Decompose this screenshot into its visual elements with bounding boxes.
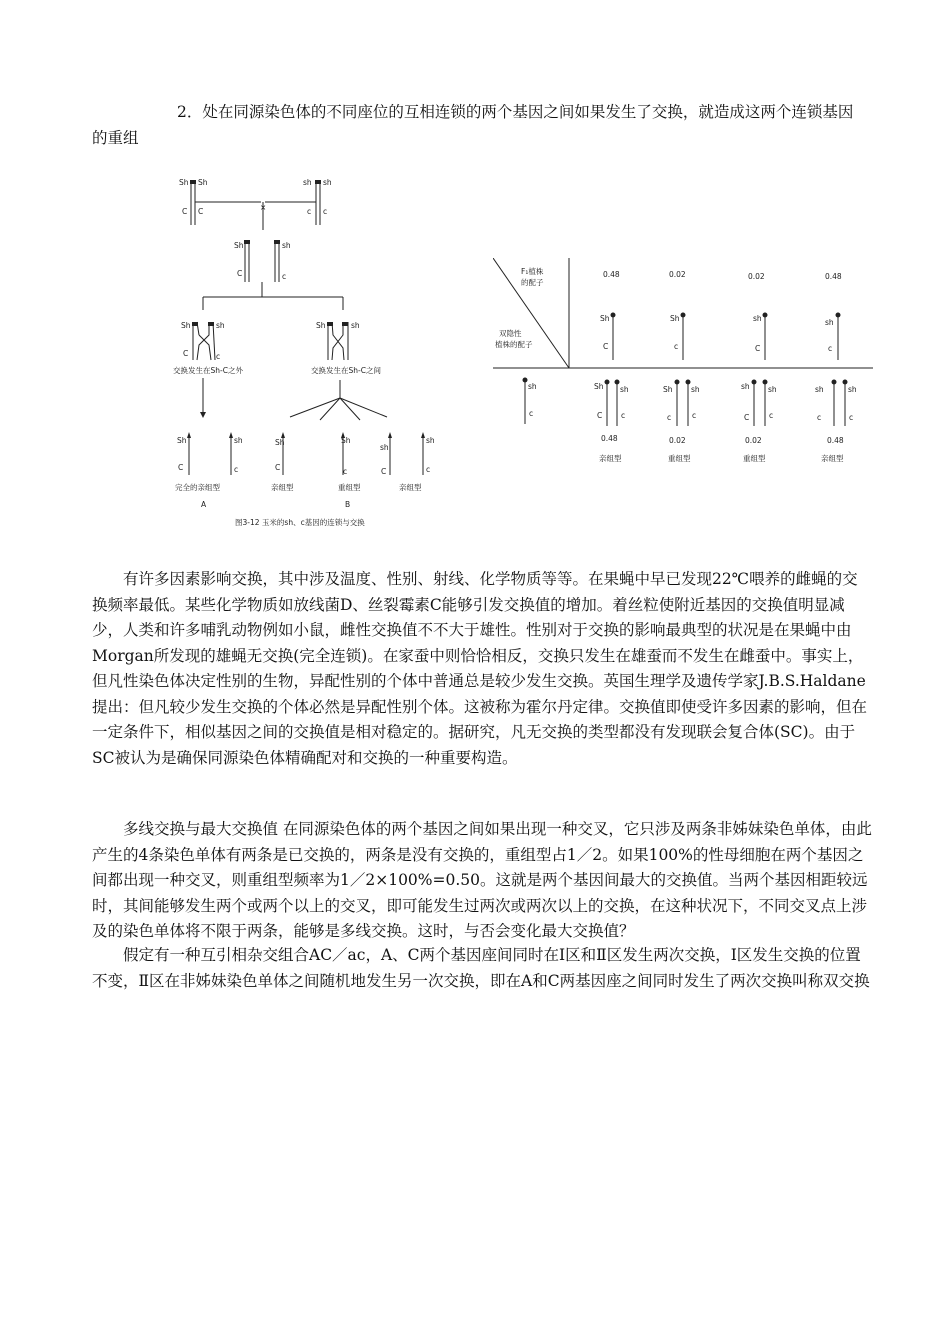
zygote-1-g1: Sh — [594, 382, 604, 391]
zygote-2-r1: sh — [691, 385, 700, 394]
branch-a-top-left: Sh — [181, 321, 191, 330]
paragraph-double-crossover: 假定有一种互引相杂交组合AC／ac，A、C两个基因座间同时在Ⅰ区和Ⅱ区发生两次交换，Ⅰ区发生交换的位置不变，Ⅱ区在非姊妹染色单体之间随机地发生另一次交换，即在A和C两基因座之间同时发生了两次交换叫称双交换 — [92, 946, 870, 990]
freq-bottom-1: 0.48 — [601, 434, 618, 443]
recessive-g2: c — [529, 409, 534, 418]
zygote-3-g1: sh — [741, 382, 750, 391]
p1-bottom-right: C — [198, 207, 204, 216]
branch-a-caption: 交换发生在Sh-C之外 — [173, 366, 243, 375]
paragraph-multistrand: 多线交换与最大交换值 在同源染色体的两个基因之间如果出现一种交叉，它只涉及两条非姊妹染色单体，由此产生的4条染色单体有两条是已交换的，两条是没有交换的，重组型占1／2。如果100%的性母细胞在两个基因之间都出现一种交叉，则重组型频率为1／2×100%=0.50。这就是两个基因间最大的交换值。当两个基因相距较远时，其间能够发生两个或两个以上的交叉，即可能发生过两次或两次以上的交换，在这种状况下，不同交叉点上涉及的染色单体将不限于两条，能够是多线交换。这时，与否会变化最大交换值？ — [92, 820, 872, 940]
paragraph-factors: 有许多因素影响交换，其中涉及温度、性别、射线、化学物质等等。在果蝇中早已发现22℃喂养的雌蝇的交换频率最低。某些化学物质如放线菌D、丝裂霉素C能够引发交换值的增加。着丝粒使附近基因的交换值明显减少，人类和许多哺乳动物例如小鼠，雌性交换值不不大于雄性。性别对于交换的影响最典型的状况是在果蝇中由Morgan所发现的雄蝇无交换(完全连锁)。在家蚕中则恰恰相反，交换只发生在雄蚕而不发生在雌蚕中。事实上，但凡性染色体决定性别的生物，异配性别的个体中普通总是较少发生交换。英国生理学及遗传学家J.B.S.Haldane提出：但凡较少发生交换的个体必然是异配性别个体。这被称为霍尔丹定律。交换值即使受许多因素的影响，但在一定条件下，相似基因之间的交换值是相对稳定的。据研究，凡无交换的类型都没有发现联会复合体(SC)。由于SC被认为是确保同源染色体精确配对和交换的一种重要构造。 — [92, 570, 868, 767]
type-bottom-2: 重组型 — [668, 454, 691, 463]
zygote-2-g2: c — [667, 413, 672, 422]
freq-bottom-3: 0.02 — [745, 436, 762, 445]
p2-bottom-left: c — [307, 207, 312, 216]
zygote-1-g2: C — [597, 411, 603, 420]
gamete-3-g2: C — [755, 344, 761, 353]
header-left-line2: 植株的配子 — [495, 340, 533, 349]
branch-a-top-right: sh — [216, 321, 225, 330]
result-b-label-2: 重组型 — [338, 483, 361, 492]
result-b-4-g1: sh — [426, 436, 435, 445]
freq-top-2: 0.02 — [669, 270, 686, 279]
type-bottom-4: 亲组型 — [821, 454, 844, 463]
zygote-1-r1: sh — [620, 385, 629, 394]
freq-bottom-4: 0.48 — [827, 436, 844, 445]
zygote-4-r1: sh — [848, 385, 857, 394]
result-b-1-g2: C — [275, 463, 281, 472]
gamete-4-g1: sh — [825, 318, 834, 327]
p1-top-left: Sh — [179, 178, 189, 187]
type-bottom-3: 重组型 — [743, 454, 766, 463]
zygote-3-g2: C — [744, 413, 750, 422]
result-a-label: 完全的亲组型 — [175, 483, 220, 492]
figure-caption: 图3-12 玉米的sh、c基因的连锁与交换 — [235, 518, 365, 527]
f1-bottom-right: c — [282, 272, 287, 281]
zygote-4-g1: sh — [815, 385, 824, 394]
zygote-2-g1: Sh — [663, 385, 673, 394]
result-b-2-g2: c — [343, 467, 348, 476]
result-a-1-g2: C — [178, 463, 184, 472]
freq-top-4: 0.48 — [825, 272, 842, 281]
gamete-punnett-diagram — [493, 258, 873, 468]
recessive-g1: sh — [528, 382, 537, 391]
result-a-2-g1: sh — [234, 436, 243, 445]
header-left-line1: 双隐性 — [499, 329, 522, 338]
f1-top-right: sh — [282, 241, 291, 250]
header-top-line1: F₁植株 — [521, 267, 544, 276]
gamete-2-g2: c — [674, 342, 679, 351]
gamete-3-g1: sh — [753, 314, 762, 323]
zygote-3-r1: sh — [768, 385, 777, 394]
branch-b-top-left: Sh — [316, 321, 326, 330]
gamete-2-g1: Sh — [670, 314, 680, 323]
f1-top-left: Sh — [234, 241, 244, 250]
cross-symbol: × — [260, 203, 267, 212]
zygote-3-r2: c — [769, 411, 774, 420]
result-a-letter: A — [201, 500, 207, 509]
gamete-4-g2: c — [828, 344, 833, 353]
freq-top-3: 0.02 — [748, 272, 765, 281]
result-b-3-g2: C — [381, 467, 387, 476]
result-a-2-g2: c — [234, 465, 239, 474]
gamete-1-g2: C — [603, 342, 609, 351]
linkage-crossover-diagram — [165, 170, 435, 535]
p2-top-left: sh — [303, 178, 312, 187]
branch-a-bottom-left: C — [183, 349, 189, 358]
freq-bottom-2: 0.02 — [669, 436, 686, 445]
f1-bottom-left: C — [237, 269, 243, 278]
branch-a-bottom-right: c — [216, 352, 221, 361]
zygote-4-r2: c — [849, 413, 854, 422]
result-b-label-1: 亲组型 — [271, 483, 294, 492]
p1-top-right: Sh — [198, 178, 208, 187]
zygote-2-r2: c — [692, 411, 697, 420]
result-b-label-3: 亲组型 — [399, 483, 422, 492]
branch-b-caption: 交换发生在Sh-C之间 — [311, 366, 381, 375]
result-b-2-g1: Sh — [341, 436, 351, 445]
result-b-letter: B — [345, 500, 351, 509]
freq-top-1: 0.48 — [603, 270, 620, 279]
p2-bottom-right: c — [323, 207, 328, 216]
zygote-4-g2: c — [817, 413, 822, 422]
result-a-1-g1: Sh — [177, 436, 187, 445]
header-top-line2: 的配子 — [521, 278, 544, 287]
p1-bottom-left: C — [182, 207, 188, 216]
branch-b-top-right: sh — [351, 321, 360, 330]
section-heading: 2．处在同源染色体的不同座位的互相连锁的两个基因之间如果发生了交换，就造成这两个连锁基因的重组 — [92, 103, 854, 147]
type-bottom-1: 亲组型 — [599, 454, 622, 463]
result-b-4-g2: c — [426, 465, 431, 474]
zygote-1-r2: c — [621, 411, 626, 420]
result-b-1-g1: Sh — [275, 438, 285, 447]
result-b-3-g1: sh — [380, 443, 389, 452]
gamete-1-g1: Sh — [600, 314, 610, 323]
p2-top-right: sh — [323, 178, 332, 187]
